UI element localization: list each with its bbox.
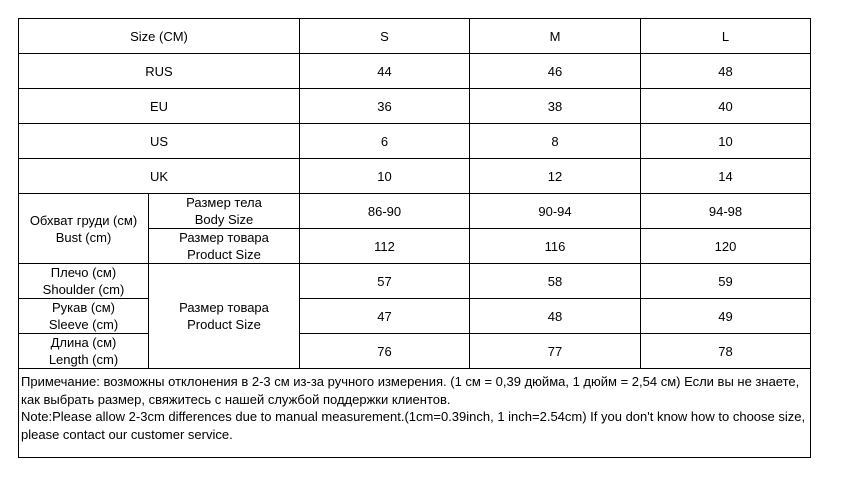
product-size-label-ru: Размер товара: [179, 300, 269, 315]
shoulder-label-ru: Плечо (см): [50, 265, 117, 280]
row-label-us: US: [19, 124, 300, 159]
cell-shoulder-m: 58: [470, 264, 641, 299]
product-size-label-en: Product Size: [187, 317, 261, 332]
body-size-label-en: Body Size: [194, 212, 254, 227]
cell-bust-body-l: 94-98: [641, 194, 811, 229]
row-label-uk: UK: [19, 159, 300, 194]
cell-sleeve-s: 47: [300, 299, 470, 334]
note-row: [19, 369, 811, 458]
cell-sleeve-m: 48: [470, 299, 641, 334]
table-row-bust-body: [19, 194, 811, 229]
cell-shoulder-l: 59: [641, 264, 811, 299]
cell-shoulder-s: 57: [300, 264, 470, 299]
table-row-eu: [19, 89, 811, 124]
cell-sleeve-l: 49: [641, 299, 811, 334]
bust-product-size-label-ru: Размер товара: [179, 230, 269, 245]
length-label-en: Length (cm): [48, 352, 119, 367]
bust-product-size-label: [149, 229, 300, 264]
cell-us-m: 8: [470, 124, 641, 159]
cell-length-l: 78: [641, 334, 811, 369]
cell-bust-product-s: 112: [300, 229, 470, 264]
table-row-shoulder: [19, 264, 811, 299]
length-label: [19, 334, 149, 369]
cell-length-s: 76: [300, 334, 470, 369]
table-row-us: [19, 124, 811, 159]
bust-label-en: Bust (cm): [55, 229, 112, 245]
cell-rus-s: 44: [300, 54, 470, 89]
size-header-label: Size (CM): [19, 19, 300, 54]
body-size-label: [149, 194, 300, 229]
table-row-rus: [19, 54, 811, 89]
cell-bust-product-l: 120: [641, 229, 811, 264]
cell-us-l: 10: [641, 124, 811, 159]
length-label-ru: Длина (см): [50, 335, 117, 350]
bust-product-size-label-en: Product Size: [187, 247, 261, 262]
table-row-length: [19, 334, 811, 369]
cell-eu-s: 36: [300, 89, 470, 124]
body-size-label-ru: Размер тела: [186, 195, 262, 210]
cell-uk-s: 10: [300, 159, 470, 194]
shoulder-label-en: Shoulder (cm): [42, 282, 125, 297]
bust-label-ru: Обхват груди (см): [29, 212, 138, 228]
cell-bust-product-m: 116: [470, 229, 641, 264]
note-text-ru: Примечание: возможны отклонения в 2-3 см из-за ручного измерения. (1 см = 0,39 дюйма, 1 дюйм = 2,54 см) Если вы не знаете, как выбрать размер, свяжитесь с нашей службой поддержки клиентов.: [21, 374, 800, 407]
size-chart-table: [18, 18, 811, 458]
cell-rus-l: 48: [641, 54, 811, 89]
cell-bust-body-m: 90-94: [470, 194, 641, 229]
note-text-en: Note:Please allow 2-3cm differences due to manual measurement.(1cm=0.39inch, 1 inch=2.54cm) If you don't know how to choose size, please contact our customer service.: [21, 409, 806, 442]
note-cell: [19, 369, 811, 458]
sleeve-label-ru: Рукав (см): [52, 300, 115, 315]
row-label-rus: RUS: [19, 54, 300, 89]
cell-uk-m: 12: [470, 159, 641, 194]
size-header-m: M: [470, 19, 641, 54]
sleeve-label-en: Sleeve (cm): [48, 317, 119, 332]
size-header-s: S: [300, 19, 470, 54]
cell-rus-m: 46: [470, 54, 641, 89]
size-header-l: L: [641, 19, 811, 54]
cell-eu-m: 38: [470, 89, 641, 124]
table-row-uk: [19, 159, 811, 194]
header-row: [19, 19, 811, 54]
product-size-label: [149, 264, 300, 369]
bust-label: [19, 194, 149, 264]
cell-us-s: 6: [300, 124, 470, 159]
table-row-sleeve: [19, 299, 811, 334]
cell-bust-body-s: 86-90: [300, 194, 470, 229]
cell-length-m: 77: [470, 334, 641, 369]
row-label-eu: EU: [19, 89, 300, 124]
cell-eu-l: 40: [641, 89, 811, 124]
cell-uk-l: 14: [641, 159, 811, 194]
shoulder-label: [19, 264, 149, 299]
sleeve-label: [19, 299, 149, 334]
